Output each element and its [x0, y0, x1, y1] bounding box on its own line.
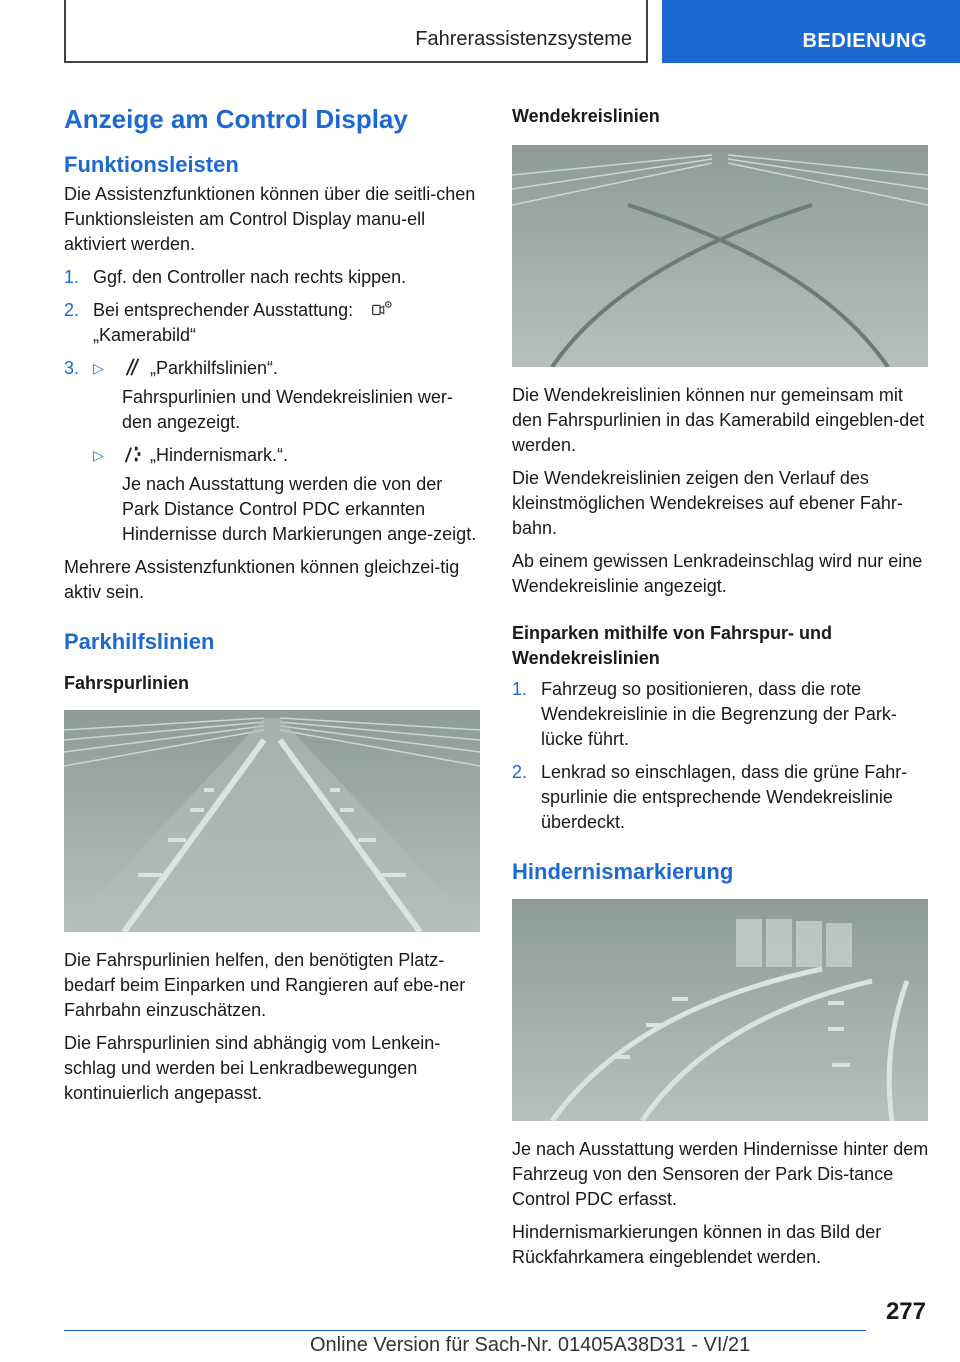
sub-detail-obstacles: Je nach Ausstattung werden die von der Park Distance Control PDC erkannten Hindernisse durch Markierungen ange-zeigt.: [122, 474, 477, 544]
header-section-box: [64, 0, 648, 63]
triangle-bullet-icon: ▷: [93, 447, 104, 463]
step-number: 1.: [64, 267, 80, 287]
step-text: Lenkrad so einschlagen, dass die grüne Fahr-spurlinie die entsprechende Wendekreislinie überdeckt.: [541, 762, 908, 832]
step-3: [64, 356, 482, 381]
step-text-2: „Kamerabild“: [93, 325, 197, 345]
header-chapter-tab[interactable]: [662, 0, 960, 63]
step-number: 3.: [64, 358, 80, 378]
paragraph-turn-1: Die Wendekreislinien können nur gemeinsam mit den Fahrspurlinien in das Kamerabild eingeblen-det werden.: [512, 385, 925, 455]
lane-lines-figure: [64, 710, 482, 932]
sub-label: „Parkhilfslinien“.: [150, 358, 279, 378]
sub-label: „Hindernismark.“.: [150, 445, 289, 465]
obstacle-figure: [512, 899, 930, 1121]
obstacle-image: [512, 899, 928, 1121]
park-step-2: [512, 760, 930, 835]
step-2: [64, 298, 482, 348]
paragraph-turn-3: Ab einem gewissen Lenkradeinschlag wird nur eine Wendekreislinie angezeigt.: [512, 551, 923, 596]
step-text: Bei entsprechender Ausstattung:: [93, 300, 354, 320]
sub-obstacle: [93, 443, 482, 468]
heading-funktionsleisten: Funktionsleisten: [64, 152, 239, 177]
header-chapter-title: BEDIENUNG: [802, 30, 927, 52]
parking-lines-icon: [122, 356, 144, 378]
paragraph-funktionsleisten: Die Assistenzfunktionen können über die seitli-chen Funktionsleisten am Control Display manu-ell aktiviert werden.: [64, 184, 476, 254]
left-column: [64, 100, 482, 1114]
step-number: 2.: [512, 762, 528, 782]
step-body: [93, 298, 404, 348]
obstacle-marking-icon: [122, 443, 144, 465]
step-number: 1.: [512, 679, 528, 699]
step-text: Fahrzeug so positionieren, dass die rote Wendekreislinie in die Begrenzung der Park-lücke führt.: [541, 679, 897, 749]
page-number: 277: [885, 1298, 926, 1325]
step-text: Ggf. den Controller nach rechts kippen.: [93, 267, 407, 287]
right-column: [512, 104, 930, 1278]
paragraph-multi: Mehrere Assistenzfunktionen können gleichzei-tig aktiv sein.: [64, 557, 460, 602]
sub-detail-lanes: Fahrspurlinien und Wendekreislinien wer-den angezeigt.: [122, 387, 453, 432]
page-title: Anzeige am Control Display: [64, 104, 408, 134]
footer-divider: [64, 1330, 866, 1331]
step-number: 2.: [64, 300, 80, 320]
turning-circle-image: [512, 145, 928, 367]
heading-einparken: Einparken mithilfe von Fahrspur- und Wendekreislinien: [512, 623, 833, 668]
paragraph-lanes-1: Die Fahrspurlinien helfen, den benötigten Platz-bedarf beim Einparken und Rangieren auf ebe-ner Fahrbahn einzuschätzen.: [64, 950, 466, 1020]
paragraph-lanes-2: Die Fahrspurlinien sind abhängig vom Lenkein-schlag und werden bei Lenkradbewegungen kontinuierlich angepasst.: [64, 1033, 441, 1103]
turning-circle-figure: [512, 145, 930, 367]
paragraph-obst-2: Hindernismarkierungen können in das Bild der Rückfahrkamera eingeblendet werden.: [512, 1222, 882, 1267]
heading-parkhilfslinien: Parkhilfslinien: [64, 629, 215, 654]
step-1: [64, 265, 482, 290]
header-section-title: Fahrerassistenzsysteme: [415, 28, 632, 50]
online-version-note: Online Version für Sach-Nr. 01405A38D31 - VI/21: [310, 1334, 751, 1356]
camera-settings-icon: [364, 298, 398, 320]
paragraph-obst-1: Je nach Ausstattung werden Hindernisse hinter dem Fahrzeug von den Sensoren der Park Dis-tance Control PDC erfasst.: [512, 1139, 929, 1209]
heading-hindernismarkierung: Hindernismarkierung: [512, 859, 734, 884]
park-step-1: [512, 677, 930, 752]
paragraph-turn-2: Die Wendekreislinien zeigen den Verlauf des kleinstmöglichen Wendekreises auf ebener Fahr-bahn.: [512, 468, 903, 538]
heading-wendekreislinien: Wendekreislinien: [512, 106, 660, 126]
lane-lines-image: [64, 710, 480, 932]
triangle-bullet-icon: ▷: [93, 360, 104, 376]
heading-fahrspurlinien: Fahrspurlinien: [64, 673, 190, 693]
